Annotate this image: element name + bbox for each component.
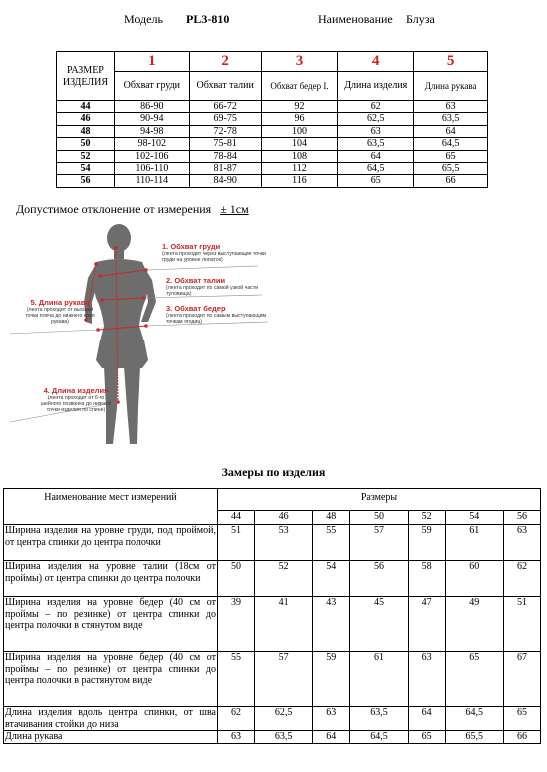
value-cell: 112: [261, 163, 338, 175]
size-row: [57, 150, 488, 162]
measure-name-cell: Ширина изделия на уровне бедер (40 см от проймы – по резинке) от центра спинки до центра полочки в стянутом виде: [4, 597, 218, 652]
measure-value-cell: 54: [313, 561, 350, 597]
col-label: Длина изделия: [338, 72, 414, 101]
callout-hips: 3. Обхват бедер (лента проходит по самым выступающим точкам ягодиц): [166, 304, 267, 325]
col-number: 3: [261, 52, 338, 72]
measure-value-cell: 39: [218, 597, 255, 652]
value-cell: 63,5: [338, 138, 414, 150]
size-cell: 48: [57, 125, 115, 137]
measure-table: [3, 488, 541, 744]
measure-value-cell: 64,5: [445, 707, 503, 731]
size-cell: 44: [57, 101, 115, 113]
tolerance-text: Допустимое отклонение от измерения: [16, 202, 212, 216]
measure-name-cell: Длина рукава: [4, 731, 218, 744]
value-cell: 65: [338, 175, 414, 187]
callout-sleeve: 5. Длина рукава (лента проходит от высшей точки плеча до нижнего края рукава): [25, 298, 95, 325]
value-cell: 116: [261, 175, 338, 187]
value-cell: 75-81: [189, 138, 261, 150]
head-sizes: Размеры: [218, 489, 541, 511]
measure-row: [4, 731, 541, 744]
value-cell: 66: [414, 175, 488, 187]
value-cell: 84-90: [189, 175, 261, 187]
col-label: Обхват бедер I.: [261, 72, 338, 101]
value-cell: 78-84: [189, 150, 261, 162]
measure-value-cell: 63: [503, 525, 540, 561]
value-cell: 96: [261, 113, 338, 125]
model-label: Модель: [124, 12, 163, 26]
col-label: Обхват талии: [189, 72, 261, 101]
value-cell: 72-78: [189, 125, 261, 137]
measure-row: [4, 561, 541, 597]
value-cell: 65,5: [414, 163, 488, 175]
size-cell: 50: [57, 138, 115, 150]
value-cell: 104: [261, 138, 338, 150]
product-name-value: Блуза: [406, 12, 435, 26]
measure-row: [4, 652, 541, 707]
value-cell: 92: [261, 101, 338, 113]
measurement-figure: [0, 218, 290, 450]
size-row: [57, 125, 488, 137]
tolerance-note: [16, 202, 249, 217]
measure-value-cell: 63,5: [350, 707, 408, 731]
size-cell: 54: [57, 163, 115, 175]
measure-row: [4, 525, 541, 561]
measure-name-cell: Ширина изделия на уровне груди, под проймой, от центра спинки до центра полочки: [4, 525, 218, 561]
col-label: Длина рукава: [414, 72, 488, 101]
measure-table-title: Замеры по изделия: [221, 465, 326, 479]
value-cell: 102-106: [114, 150, 189, 162]
measure-value-cell: 66: [503, 731, 540, 744]
measure-value-cell: 61: [350, 652, 408, 707]
value-cell: 94-98: [114, 125, 189, 137]
measure-name-cell: Ширина изделия на уровне талии (18см от проймы) от центра спинки до центра полочки: [4, 561, 218, 597]
value-cell: 63,5: [414, 113, 488, 125]
measure-value-cell: 62: [218, 707, 255, 731]
measure-value-cell: 47: [408, 597, 445, 652]
measure-name-cell: Ширина изделия на уровне бедер (40 см от проймы – по резинке) от центра спинки до центра полочки в растянутом виде: [4, 652, 218, 707]
tolerance-value: ± 1см: [220, 202, 249, 216]
measure-value-cell: 57: [350, 525, 408, 561]
measure-value-cell: 60: [445, 561, 503, 597]
size-table-corner: РАЗМЕР ИЗДЕЛИЯ: [57, 52, 115, 101]
size-header-cell: 54: [445, 511, 503, 525]
value-cell: 86-90: [114, 101, 189, 113]
col-number: 4: [338, 52, 414, 72]
measure-value-cell: 59: [313, 652, 350, 707]
size-row: [57, 163, 488, 175]
size-cell: 52: [57, 150, 115, 162]
measure-value-cell: 61: [445, 525, 503, 561]
measure-value-cell: 62,5: [254, 707, 312, 731]
measure-value-cell: 63,5: [254, 731, 312, 744]
measure-value-cell: 64: [408, 707, 445, 731]
size-header-cell: 50: [350, 511, 408, 525]
size-header-cell: 44: [218, 511, 255, 525]
measure-value-cell: 53: [254, 525, 312, 561]
value-cell: 64,5: [338, 163, 414, 175]
measure-value-cell: 45: [350, 597, 408, 652]
measure-value-cell: 65: [503, 707, 540, 731]
size-header-cell: 46: [254, 511, 312, 525]
measure-row: [4, 707, 541, 731]
value-cell: 62,5: [338, 113, 414, 125]
measure-name-cell: Длина изделия вдоль центра спинки, от шва втачивания стойки до низа: [5, 707, 216, 730]
size-header-cell: 48: [313, 511, 350, 525]
measure-value-cell: 51: [503, 597, 540, 652]
size-header-cell: 56: [503, 511, 540, 525]
measure-value-cell: 62: [503, 561, 540, 597]
callout-chest: 1. Обхват груди (лента проходит через выступающие точки груди на уровне лопаток): [162, 242, 266, 263]
size-header-cell: 52: [408, 511, 445, 525]
measure-value-cell: 64: [313, 731, 350, 744]
size-table: [56, 51, 488, 188]
measure-value-cell: 58: [408, 561, 445, 597]
value-cell: 62: [338, 101, 414, 113]
measure-value-cell: 63: [218, 731, 255, 744]
measure-value-cell: 52: [254, 561, 312, 597]
value-cell: 63: [338, 125, 414, 137]
callout-length: 4. Длина изделия (лента проходит от 6-го шейного позвонка до нижней точки изделия по спине): [40, 386, 112, 413]
measure-value-cell: 50: [218, 561, 255, 597]
measure-row: [4, 597, 541, 652]
measure-value-cell: 65: [445, 652, 503, 707]
value-cell: 98-102: [114, 138, 189, 150]
measure-value-cell: 65: [408, 731, 445, 744]
col-number: 1: [114, 52, 189, 72]
head-name: Наименование мест измерений: [4, 489, 218, 525]
measure-value-cell: 59: [408, 525, 445, 561]
size-row: [57, 101, 488, 113]
size-cell: 46: [57, 113, 115, 125]
measure-value-cell: 49: [445, 597, 503, 652]
measure-value-cell: 56: [350, 561, 408, 597]
value-cell: 108: [261, 150, 338, 162]
value-cell: 64: [338, 150, 414, 162]
measure-value-cell: 57: [254, 652, 312, 707]
size-row: [57, 175, 488, 187]
col-label: Обхват груди: [114, 72, 189, 101]
measure-value-cell: 55: [218, 652, 255, 707]
callout-waist: 2. Обхват талии (лента проходит по самой узкой части туловища): [166, 276, 259, 297]
measure-value-cell: 63: [408, 652, 445, 707]
value-cell: 65: [414, 150, 488, 162]
size-row: [57, 138, 488, 150]
value-cell: 64: [414, 125, 488, 137]
measure-value-cell: 55: [313, 525, 350, 561]
measure-value-cell: 43: [313, 597, 350, 652]
value-cell: 110-114: [114, 175, 189, 187]
value-cell: 90-94: [114, 113, 189, 125]
size-cell: 56: [57, 175, 115, 187]
model-value: PL3-810: [186, 12, 230, 26]
value-cell: 81-87: [189, 163, 261, 175]
value-cell: 66-72: [189, 101, 261, 113]
measure-value-cell: 67: [503, 652, 540, 707]
measure-value-cell: 64,5: [350, 731, 408, 744]
size-row: [57, 113, 488, 125]
measure-value-cell: 63: [313, 707, 350, 731]
value-cell: 63: [414, 101, 488, 113]
measure-value-cell: 41: [254, 597, 312, 652]
value-cell: 69-75: [189, 113, 261, 125]
measure-value-cell: 51: [218, 525, 255, 561]
value-cell: 64,5: [414, 138, 488, 150]
value-cell: 106-110: [114, 163, 189, 175]
col-number: 5: [414, 52, 488, 72]
col-number: 2: [189, 52, 261, 72]
measure-value-cell: 65,5: [445, 731, 503, 744]
product-name-label: Наименование: [318, 12, 393, 26]
value-cell: 100: [261, 125, 338, 137]
